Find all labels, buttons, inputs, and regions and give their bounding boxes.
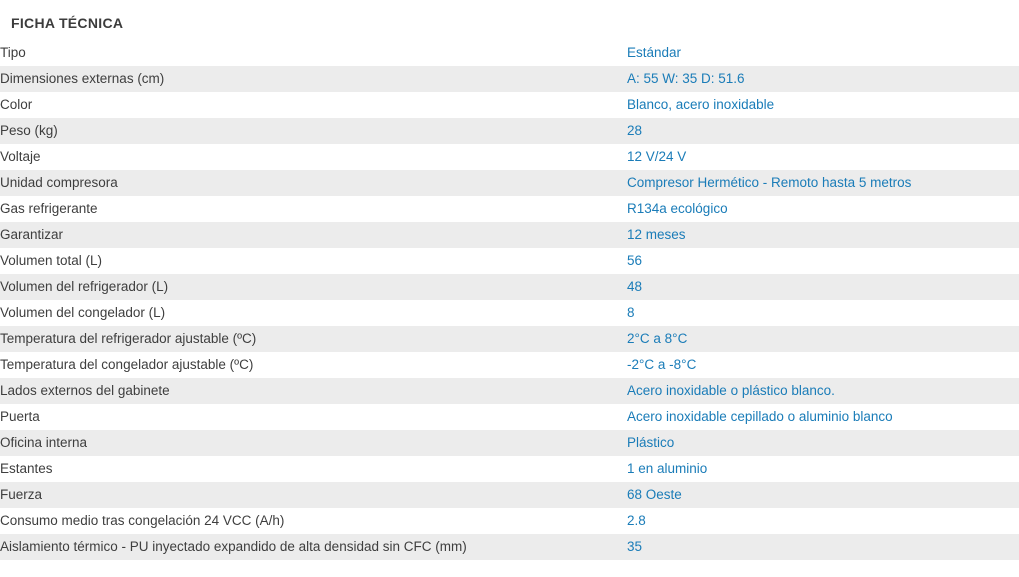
spec-value: Plástico — [627, 435, 675, 450]
table-row — [0, 300, 1019, 326]
spec-value: A: 55 W: 35 D: 51.6 — [627, 71, 745, 86]
spec-label: Volumen del congelador (L) — [0, 305, 166, 320]
spec-value: Blanco, acero inoxidable — [627, 97, 775, 112]
table-row — [0, 430, 1019, 456]
table-row — [0, 378, 1019, 404]
table-row — [0, 352, 1019, 378]
spec-label: Volumen del refrigerador (L) — [0, 279, 169, 294]
spec-label: Peso (kg) — [0, 123, 58, 138]
table-row — [0, 404, 1019, 430]
table-row — [0, 144, 1019, 170]
spec-label: Puerta — [0, 409, 40, 424]
spec-value: 12 meses — [627, 227, 686, 242]
spec-value: R134a ecológico — [627, 201, 728, 216]
spec-label: Gas refrigerante — [0, 201, 98, 216]
spec-table — [0, 40, 1019, 560]
spec-label: Tipo — [0, 45, 26, 60]
spec-table-body — [0, 40, 1019, 560]
spec-label: Temperatura del congelador ajustable (ºC) — [0, 357, 254, 372]
spec-label: Estantes — [0, 461, 53, 476]
spec-value: 28 — [627, 123, 643, 138]
spec-value: 48 — [627, 279, 643, 294]
spec-label: Voltaje — [0, 149, 41, 164]
table-row — [0, 534, 1019, 560]
table-row — [0, 456, 1019, 482]
table-row — [0, 508, 1019, 534]
spec-label: Fuerza — [0, 487, 43, 502]
spec-value: 8 — [627, 305, 635, 320]
table-row — [0, 326, 1019, 352]
table-row — [0, 66, 1019, 92]
table-row — [0, 40, 1019, 66]
table-row — [0, 196, 1019, 222]
spec-value: 68 Oeste — [627, 487, 682, 502]
spec-value: Acero inoxidable cepillado o aluminio blanco — [627, 409, 893, 424]
spec-value: Estándar — [627, 45, 682, 60]
table-row — [0, 248, 1019, 274]
spec-label: Unidad compresora — [0, 175, 118, 190]
spec-value: 12 V/24 V — [627, 149, 687, 164]
table-row — [0, 274, 1019, 300]
spec-label: Volumen total (L) — [0, 253, 103, 268]
spec-value: 2.8 — [627, 513, 646, 528]
spec-label: Lados externos del gabinete — [0, 383, 170, 398]
spec-value: 2°C a 8°C — [627, 331, 688, 346]
table-row — [0, 92, 1019, 118]
spec-label: Dimensiones externas (cm) — [0, 71, 165, 86]
page-title: FICHA TÉCNICA — [11, 15, 124, 31]
spec-value: 56 — [627, 253, 643, 268]
table-row — [0, 222, 1019, 248]
spec-value: 1 en aluminio — [627, 461, 708, 476]
table-row — [0, 170, 1019, 196]
spec-label: Garantizar — [0, 227, 64, 242]
table-row — [0, 482, 1019, 508]
spec-label: Temperatura del refrigerador ajustable (ºC) — [0, 331, 257, 346]
spec-label: Oficina interna — [0, 435, 88, 450]
spec-value: Acero inoxidable o plástico blanco. — [627, 383, 835, 398]
spec-label: Color — [0, 97, 33, 112]
spec-label: Consumo medio tras congelación 24 VCC (A/h) — [0, 513, 285, 528]
spec-value: Compresor Hermético - Remoto hasta 5 metros — [627, 175, 912, 190]
spec-value: 35 — [627, 539, 643, 554]
spec-value: -2°C a -8°C — [627, 357, 697, 372]
table-row — [0, 118, 1019, 144]
spec-label: Aislamiento térmico - PU inyectado expandido de alta densidad sin CFC (mm) — [0, 539, 467, 554]
